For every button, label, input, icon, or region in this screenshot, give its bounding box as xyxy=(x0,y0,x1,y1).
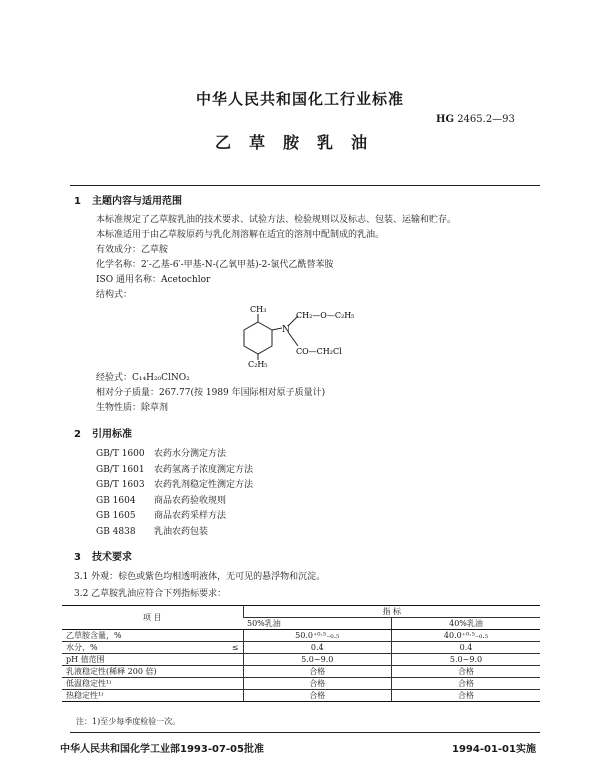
molecular-mass: 相对分子质量：267.77(按 1989 年国际相对原子质量计) xyxy=(96,388,326,398)
sub-header-50: 50%乳油 xyxy=(243,618,392,630)
standard-number: 2465.2—93 xyxy=(457,114,515,125)
table-cell-item: pH 值范围 xyxy=(62,654,195,666)
table-cell-v1: 合格 xyxy=(243,678,392,690)
header-divider xyxy=(70,185,540,186)
reference-code: GB/T 1603 xyxy=(96,480,145,490)
biological-property: 生物性质：除草剂 xyxy=(96,403,169,413)
ethoxymethyl-group: CH₂—O—C₂H₅ xyxy=(296,311,355,320)
structural-formula xyxy=(236,300,376,368)
standard-prefix: HG xyxy=(436,114,454,125)
sub-header-40: 40%乳油 xyxy=(392,618,541,630)
table-cell-v1: 合格 xyxy=(243,666,392,678)
item-3-1: 3.1 外观：棕色或紫色均相透明液体，无可见的悬浮物和沉淀。 xyxy=(74,572,326,582)
effective-date: 1994-01-01实施 xyxy=(452,744,536,755)
reference-code: GB 1604 xyxy=(96,495,136,506)
table-cell-v1: 合格 xyxy=(243,690,392,702)
table-cell-v1: 5.0~9.0 xyxy=(243,654,392,666)
iso-name: ISO 通用名称：Acetochlor xyxy=(96,275,211,285)
table-cell-sym xyxy=(195,654,244,666)
reference-title: 农药水分测定方法 xyxy=(154,449,227,459)
table-header-row xyxy=(62,606,540,618)
table-cell-sym xyxy=(195,678,244,690)
table-cell-v1: 0.4 xyxy=(243,642,392,654)
table-cell-item: 乙草胺含量，% xyxy=(62,630,195,642)
reference-code: GB/T 1601 xyxy=(96,464,145,475)
section-2-heading: 2 引用标准 xyxy=(74,429,132,440)
section-1-heading: 1 主题内容与适用范围 xyxy=(74,196,182,207)
table-row xyxy=(62,630,540,642)
section-3-heading: 3 技术要求 xyxy=(74,552,132,563)
section-1-para-2: 本标准适用于由乙草胺原药与乳化剂溶解在适宜的溶剂中配制成的乳油。 xyxy=(96,230,385,240)
standard-code xyxy=(436,114,515,125)
table-cell-item: 热稳定性¹⁾ xyxy=(62,690,195,702)
methyl-group: CH₃ xyxy=(250,305,267,314)
table-cell-v2: 合格 xyxy=(392,678,541,690)
chemical-name: 化学名称：2′-乙基-6′-甲基-N-(乙氧甲基)-2-氯代乙酰替苯胺 xyxy=(96,260,334,270)
table-cell-sym: ≤ xyxy=(195,642,244,654)
table-cell-v2: 0.4 xyxy=(392,642,541,654)
item-3-2: 3.2 乙草胺乳油应符合下列指标要求： xyxy=(74,589,227,599)
table-row xyxy=(62,642,540,654)
approval-line: 中华人民共和国化学工业部1993-07-05批准 xyxy=(60,744,264,755)
reference-item xyxy=(96,524,208,537)
ethyl-group: C₂H₅ xyxy=(248,360,268,368)
table-cell-v2: 5.0~9.0 xyxy=(392,654,541,666)
table-row xyxy=(62,678,540,690)
col-index-header: 指 标 xyxy=(243,606,540,618)
reference-item xyxy=(96,508,226,521)
table-row xyxy=(62,666,540,678)
structure-label: 结构式： xyxy=(96,290,133,300)
spec-table xyxy=(62,605,540,702)
table-cell-item: 乳液稳定性(稀释 200 倍) xyxy=(62,666,195,678)
benzene-ring xyxy=(244,322,272,354)
reference-title: 商品农药验收规则 xyxy=(154,495,227,506)
active-ingredient: 有效成分：乙草胺 xyxy=(96,245,169,255)
reference-title: 商品农药采样方法 xyxy=(154,511,227,521)
table-row xyxy=(62,654,540,666)
reference-item xyxy=(96,462,253,475)
reference-title: 农药乳剂稳定性测定方法 xyxy=(154,480,254,490)
empirical-formula: 经验式：C₁₄H₂₀ClNO₂ xyxy=(96,373,190,383)
reference-item xyxy=(96,446,226,459)
reference-title: 乳油农药包装 xyxy=(154,526,209,537)
nitrogen-atom: N xyxy=(282,325,290,335)
reference-item xyxy=(96,477,253,490)
section-1-para-1: 本标准规定了乙草胺乳油的技术要求、试验方法、检验规则以及标志、包装、运输和贮存。 xyxy=(96,215,457,225)
table-row xyxy=(62,690,540,702)
table-cell-v2: 40.0⁺⁰·⁵₋₀.₅ xyxy=(392,630,541,642)
table-cell-sym xyxy=(195,690,244,702)
reference-code: GB 1605 xyxy=(96,511,136,521)
table-cell-v1: 50.0⁺⁰·⁵₋₀.₅ xyxy=(243,630,392,642)
col-item-header: 项 目 xyxy=(62,606,243,630)
table-note: 注：1)至少每季度检验一次。 xyxy=(76,717,181,726)
table-cell-sym xyxy=(195,666,244,678)
table-cell-sym xyxy=(195,630,244,642)
table-cell-item: 水分，% xyxy=(62,642,195,654)
reference-code: GB/T 1600 xyxy=(96,449,145,459)
table-cell-v2: 合格 xyxy=(392,666,541,678)
org-title: 中华人民共和国化工行业标准 xyxy=(195,90,404,108)
chloroacetyl-group: CO—CH₂Cl xyxy=(296,347,342,356)
reference-item xyxy=(96,493,226,506)
table-cell-item: 低温稳定性¹⁾ xyxy=(62,678,195,690)
table-cell-v2: 合格 xyxy=(392,690,541,702)
footer-divider xyxy=(70,732,540,733)
reference-title: 农药氢离子浓度测定方法 xyxy=(154,464,254,475)
reference-code: GB 4838 xyxy=(96,526,136,537)
doc-title: 乙草胺乳油 xyxy=(214,133,385,152)
